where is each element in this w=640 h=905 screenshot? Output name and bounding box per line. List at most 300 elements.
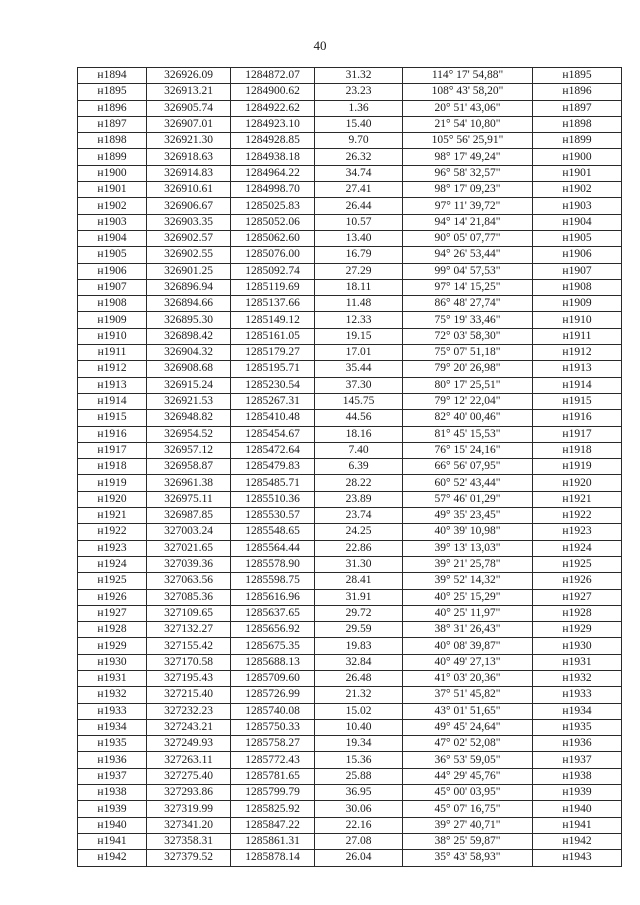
x-coordinate-cell: 326921.30 <box>147 133 231 149</box>
point-to-cell: н1895 <box>533 68 622 84</box>
distance-cell: 44.56 <box>315 410 403 426</box>
x-coordinate-cell: 326907.01 <box>147 116 231 132</box>
x-coordinate-cell: 326902.57 <box>147 230 231 246</box>
y-coordinate-cell: 1285578.90 <box>231 556 315 572</box>
x-coordinate-cell: 327249.93 <box>147 736 231 752</box>
distance-cell: 10.40 <box>315 719 403 735</box>
y-coordinate-cell: 1284900.62 <box>231 84 315 100</box>
distance-cell: 29.72 <box>315 605 403 621</box>
y-coordinate-cell: 1285758.27 <box>231 736 315 752</box>
distance-cell: 26.44 <box>315 198 403 214</box>
table-row <box>78 116 622 132</box>
point-to-cell: н1918 <box>533 442 622 458</box>
point-to-cell: н1928 <box>533 605 622 621</box>
y-coordinate-cell: 1285472.64 <box>231 442 315 458</box>
bearing-angle-cell: 45° 00' 03,95" <box>403 785 533 801</box>
table-row <box>78 768 622 784</box>
point-from-cell: н1894 <box>78 68 147 84</box>
x-coordinate-cell: 327132.27 <box>147 622 231 638</box>
point-to-cell: н1922 <box>533 508 622 524</box>
point-to-cell: н1903 <box>533 198 622 214</box>
bearing-angle-cell: 35° 43' 58,93" <box>403 850 533 866</box>
x-coordinate-cell: 327003.24 <box>147 524 231 540</box>
y-coordinate-cell: 1285675.35 <box>231 638 315 654</box>
distance-cell: 31.30 <box>315 556 403 572</box>
bearing-angle-cell: 47° 02' 52,08" <box>403 736 533 752</box>
bearing-angle-cell: 81° 45' 15,53" <box>403 426 533 442</box>
y-coordinate-cell: 1285410.48 <box>231 410 315 426</box>
table-row <box>78 573 622 589</box>
bearing-angle-cell: 38° 25' 59,87" <box>403 833 533 849</box>
table-row <box>78 328 622 344</box>
point-to-cell: н1906 <box>533 247 622 263</box>
point-to-cell: н1927 <box>533 589 622 605</box>
point-to-cell: н1897 <box>533 100 622 116</box>
y-coordinate-cell: 1285454.67 <box>231 426 315 442</box>
distance-cell: 28.22 <box>315 475 403 491</box>
point-to-cell: н1938 <box>533 768 622 784</box>
bearing-angle-cell: 76° 15' 24,16" <box>403 442 533 458</box>
bearing-angle-cell: 79° 20' 26,98" <box>403 361 533 377</box>
x-coordinate-cell: 327243.21 <box>147 719 231 735</box>
y-coordinate-cell: 1285479.83 <box>231 459 315 475</box>
y-coordinate-cell: 1285092.74 <box>231 263 315 279</box>
point-from-cell: н1918 <box>78 459 147 475</box>
y-coordinate-cell: 1285847.22 <box>231 817 315 833</box>
distance-cell: 10.57 <box>315 214 403 230</box>
table-row <box>78 100 622 116</box>
point-from-cell: н1904 <box>78 230 147 246</box>
point-from-cell: н1901 <box>78 182 147 198</box>
table-row <box>78 752 622 768</box>
bearing-angle-cell: 86° 48' 27,74" <box>403 296 533 312</box>
distance-cell: 27.41 <box>315 182 403 198</box>
distance-cell: 16.79 <box>315 247 403 263</box>
table-row <box>78 84 622 100</box>
table-row <box>78 524 622 540</box>
x-coordinate-cell: 326908.68 <box>147 361 231 377</box>
x-coordinate-cell: 327039.36 <box>147 556 231 572</box>
y-coordinate-cell: 1284964.22 <box>231 165 315 181</box>
x-coordinate-cell: 327379.52 <box>147 850 231 866</box>
distance-cell: 145.75 <box>315 393 403 409</box>
distance-cell: 24.25 <box>315 524 403 540</box>
point-to-cell: н1909 <box>533 296 622 312</box>
x-coordinate-cell: 327155.42 <box>147 638 231 654</box>
point-to-cell: н1926 <box>533 573 622 589</box>
x-coordinate-cell: 326906.67 <box>147 198 231 214</box>
point-from-cell: н1942 <box>78 850 147 866</box>
point-to-cell: н1940 <box>533 801 622 817</box>
x-coordinate-cell: 326954.52 <box>147 426 231 442</box>
table-row <box>78 654 622 670</box>
table-row <box>78 508 622 524</box>
point-from-cell: н1920 <box>78 491 147 507</box>
x-coordinate-cell: 327293.86 <box>147 785 231 801</box>
point-from-cell: н1902 <box>78 198 147 214</box>
distance-cell: 27.08 <box>315 833 403 849</box>
table-row <box>78 817 622 833</box>
table-row <box>78 165 622 181</box>
table-row <box>78 833 622 849</box>
y-coordinate-cell: 1284938.18 <box>231 149 315 165</box>
distance-cell: 22.16 <box>315 817 403 833</box>
distance-cell: 6.39 <box>315 459 403 475</box>
bearing-angle-cell: 43° 01' 51,65" <box>403 703 533 719</box>
point-from-cell: н1929 <box>78 638 147 654</box>
bearing-angle-cell: 40° 25' 11,97" <box>403 605 533 621</box>
y-coordinate-cell: 1285548.65 <box>231 524 315 540</box>
distance-cell: 30.06 <box>315 801 403 817</box>
point-from-cell: н1917 <box>78 442 147 458</box>
y-coordinate-cell: 1284922.62 <box>231 100 315 116</box>
x-coordinate-cell: 327063.56 <box>147 573 231 589</box>
point-to-cell: н1920 <box>533 475 622 491</box>
bearing-angle-cell: 49° 45' 24,64" <box>403 719 533 735</box>
x-coordinate-cell: 327109.65 <box>147 605 231 621</box>
distance-cell: 11.48 <box>315 296 403 312</box>
point-to-cell: н1919 <box>533 459 622 475</box>
point-from-cell: н1916 <box>78 426 147 442</box>
x-coordinate-cell: 326910.61 <box>147 182 231 198</box>
y-coordinate-cell: 1284928.85 <box>231 133 315 149</box>
table-row <box>78 377 622 393</box>
distance-cell: 31.32 <box>315 68 403 84</box>
bearing-angle-cell: 57° 46' 01,29" <box>403 491 533 507</box>
y-coordinate-cell: 1285149.12 <box>231 312 315 328</box>
x-coordinate-cell: 326913.21 <box>147 84 231 100</box>
y-coordinate-cell: 1285485.71 <box>231 475 315 491</box>
y-coordinate-cell: 1285740.08 <box>231 703 315 719</box>
x-coordinate-cell: 326958.87 <box>147 459 231 475</box>
table-row <box>78 850 622 866</box>
distance-cell: 1.36 <box>315 100 403 116</box>
distance-cell: 9.70 <box>315 133 403 149</box>
table-row <box>78 491 622 507</box>
point-from-cell: н1903 <box>78 214 147 230</box>
distance-cell: 23.74 <box>315 508 403 524</box>
point-to-cell: н1912 <box>533 345 622 361</box>
y-coordinate-cell: 1285799.79 <box>231 785 315 801</box>
table-row <box>78 703 622 719</box>
bearing-angle-cell: 40° 08' 39,87" <box>403 638 533 654</box>
y-coordinate-cell: 1285861.31 <box>231 833 315 849</box>
y-coordinate-cell: 1285750.33 <box>231 719 315 735</box>
table-row <box>78 638 622 654</box>
point-from-cell: н1932 <box>78 687 147 703</box>
point-from-cell: н1896 <box>78 100 147 116</box>
point-from-cell: н1897 <box>78 116 147 132</box>
point-to-cell: н1929 <box>533 622 622 638</box>
point-to-cell: н1925 <box>533 556 622 572</box>
x-coordinate-cell: 326915.24 <box>147 377 231 393</box>
bearing-angle-cell: 75° 19' 33,46" <box>403 312 533 328</box>
x-coordinate-cell: 326905.74 <box>147 100 231 116</box>
point-to-cell: н1930 <box>533 638 622 654</box>
bearing-angle-cell: 108° 43' 58,20" <box>403 84 533 100</box>
y-coordinate-cell: 1284923.10 <box>231 116 315 132</box>
point-from-cell: н1919 <box>78 475 147 491</box>
table-row <box>78 263 622 279</box>
point-to-cell: н1896 <box>533 84 622 100</box>
distance-cell: 15.02 <box>315 703 403 719</box>
x-coordinate-cell: 327275.40 <box>147 768 231 784</box>
table-row <box>78 442 622 458</box>
table-row <box>78 345 622 361</box>
x-coordinate-cell: 326896.94 <box>147 279 231 295</box>
bearing-angle-cell: 39° 52' 14,32" <box>403 573 533 589</box>
y-coordinate-cell: 1285076.00 <box>231 247 315 263</box>
point-from-cell: н1914 <box>78 393 147 409</box>
distance-cell: 35.44 <box>315 361 403 377</box>
point-to-cell: н1901 <box>533 165 622 181</box>
point-from-cell: н1899 <box>78 149 147 165</box>
y-coordinate-cell: 1285530.57 <box>231 508 315 524</box>
table-row <box>78 279 622 295</box>
bearing-angle-cell: 94° 14' 21,84" <box>403 214 533 230</box>
point-from-cell: н1927 <box>78 605 147 621</box>
point-to-cell: н1921 <box>533 491 622 507</box>
x-coordinate-cell: 326926.09 <box>147 68 231 84</box>
bearing-angle-cell: 66° 56' 07,95" <box>403 459 533 475</box>
point-from-cell: н1928 <box>78 622 147 638</box>
point-to-cell: н1907 <box>533 263 622 279</box>
point-to-cell: н1902 <box>533 182 622 198</box>
y-coordinate-cell: 1285637.65 <box>231 605 315 621</box>
point-to-cell: н1931 <box>533 654 622 670</box>
y-coordinate-cell: 1285772.43 <box>231 752 315 768</box>
point-from-cell: н1923 <box>78 540 147 556</box>
distance-cell: 19.83 <box>315 638 403 654</box>
x-coordinate-cell: 326903.35 <box>147 214 231 230</box>
point-from-cell: н1907 <box>78 279 147 295</box>
table-row <box>78 801 622 817</box>
y-coordinate-cell: 1285726.99 <box>231 687 315 703</box>
point-from-cell: н1900 <box>78 165 147 181</box>
table-row <box>78 198 622 214</box>
point-to-cell: н1910 <box>533 312 622 328</box>
y-coordinate-cell: 1285510.36 <box>231 491 315 507</box>
point-from-cell: н1922 <box>78 524 147 540</box>
point-from-cell: н1937 <box>78 768 147 784</box>
point-from-cell: н1911 <box>78 345 147 361</box>
y-coordinate-cell: 1285825.92 <box>231 801 315 817</box>
x-coordinate-cell: 326898.42 <box>147 328 231 344</box>
bearing-angle-cell: 114° 17' 54,88" <box>403 68 533 84</box>
distance-cell: 26.48 <box>315 670 403 686</box>
y-coordinate-cell: 1285161.05 <box>231 328 315 344</box>
table-row <box>78 68 622 84</box>
distance-cell: 22.86 <box>315 540 403 556</box>
point-to-cell: н1911 <box>533 328 622 344</box>
bearing-angle-cell: 39° 21' 25,78" <box>403 556 533 572</box>
bearing-angle-cell: 97° 11' 39,72" <box>403 198 533 214</box>
y-coordinate-cell: 1285119.69 <box>231 279 315 295</box>
bearing-angle-cell: 105° 56' 25,91" <box>403 133 533 149</box>
bearing-angle-cell: 94° 26' 53,44" <box>403 247 533 263</box>
point-to-cell: н1932 <box>533 670 622 686</box>
table-row <box>78 475 622 491</box>
point-from-cell: н1895 <box>78 84 147 100</box>
bearing-angle-cell: 38° 31' 26,43" <box>403 622 533 638</box>
coordinates-table <box>77 67 622 867</box>
table-row <box>78 459 622 475</box>
distance-cell: 32.84 <box>315 654 403 670</box>
table-row <box>78 133 622 149</box>
point-from-cell: н1915 <box>78 410 147 426</box>
table-row <box>78 540 622 556</box>
point-to-cell: н1900 <box>533 149 622 165</box>
y-coordinate-cell: 1285195.71 <box>231 361 315 377</box>
x-coordinate-cell: 326948.82 <box>147 410 231 426</box>
distance-cell: 15.40 <box>315 116 403 132</box>
point-to-cell: н1904 <box>533 214 622 230</box>
y-coordinate-cell: 1284998.70 <box>231 182 315 198</box>
bearing-angle-cell: 90° 05' 07,77" <box>403 230 533 246</box>
table-row <box>78 410 622 426</box>
x-coordinate-cell: 327195.43 <box>147 670 231 686</box>
point-to-cell: н1898 <box>533 116 622 132</box>
bearing-angle-cell: 98° 17' 49,24" <box>403 149 533 165</box>
point-from-cell: н1941 <box>78 833 147 849</box>
point-from-cell: н1925 <box>78 573 147 589</box>
table-row <box>78 214 622 230</box>
distance-cell: 7.40 <box>315 442 403 458</box>
distance-cell: 12.33 <box>315 312 403 328</box>
table-row <box>78 426 622 442</box>
point-from-cell: н1910 <box>78 328 147 344</box>
bearing-angle-cell: 40° 49' 27,13" <box>403 654 533 670</box>
distance-cell: 34.74 <box>315 165 403 181</box>
point-from-cell: н1940 <box>78 817 147 833</box>
point-from-cell: н1931 <box>78 670 147 686</box>
distance-cell: 29.59 <box>315 622 403 638</box>
point-from-cell: н1934 <box>78 719 147 735</box>
table-row <box>78 149 622 165</box>
x-coordinate-cell: 327358.31 <box>147 833 231 849</box>
point-from-cell: н1926 <box>78 589 147 605</box>
bearing-angle-cell: 39° 27' 40,71" <box>403 817 533 833</box>
distance-cell: 19.15 <box>315 328 403 344</box>
bearing-angle-cell: 20° 51' 43,06" <box>403 100 533 116</box>
point-to-cell: н1942 <box>533 833 622 849</box>
point-to-cell: н1923 <box>533 524 622 540</box>
point-to-cell: н1917 <box>533 426 622 442</box>
distance-cell: 15.36 <box>315 752 403 768</box>
point-from-cell: н1938 <box>78 785 147 801</box>
point-from-cell: н1936 <box>78 752 147 768</box>
point-to-cell: н1915 <box>533 393 622 409</box>
bearing-angle-cell: 41° 03' 20,36" <box>403 670 533 686</box>
point-from-cell: н1939 <box>78 801 147 817</box>
point-to-cell: н1936 <box>533 736 622 752</box>
table-row <box>78 296 622 312</box>
table-row <box>78 393 622 409</box>
distance-cell: 23.23 <box>315 84 403 100</box>
y-coordinate-cell: 1285878.14 <box>231 850 315 866</box>
bearing-angle-cell: 60° 52' 43,44" <box>403 475 533 491</box>
distance-cell: 19.34 <box>315 736 403 752</box>
bearing-angle-cell: 98° 17' 09,23" <box>403 182 533 198</box>
point-to-cell: н1908 <box>533 279 622 295</box>
point-to-cell: н1913 <box>533 361 622 377</box>
table-row <box>78 605 622 621</box>
y-coordinate-cell: 1285025.83 <box>231 198 315 214</box>
x-coordinate-cell: 326902.55 <box>147 247 231 263</box>
table-row <box>78 312 622 328</box>
bearing-angle-cell: 44° 29' 45,76" <box>403 768 533 784</box>
point-from-cell: н1906 <box>78 263 147 279</box>
y-coordinate-cell: 1285179.27 <box>231 345 315 361</box>
y-coordinate-cell: 1285656.92 <box>231 622 315 638</box>
point-to-cell: н1941 <box>533 817 622 833</box>
table-row <box>78 589 622 605</box>
x-coordinate-cell: 327263.11 <box>147 752 231 768</box>
point-to-cell: н1934 <box>533 703 622 719</box>
x-coordinate-cell: 327021.65 <box>147 540 231 556</box>
distance-cell: 18.16 <box>315 426 403 442</box>
x-coordinate-cell: 326961.38 <box>147 475 231 491</box>
distance-cell: 31.91 <box>315 589 403 605</box>
distance-cell: 26.32 <box>315 149 403 165</box>
bearing-angle-cell: 40° 39' 10,98" <box>403 524 533 540</box>
table-row <box>78 622 622 638</box>
y-coordinate-cell: 1285709.60 <box>231 670 315 686</box>
bearing-angle-cell: 49° 35' 23,45" <box>403 508 533 524</box>
bearing-angle-cell: 99° 04' 57,53" <box>403 263 533 279</box>
distance-cell: 17.01 <box>315 345 403 361</box>
point-from-cell: н1924 <box>78 556 147 572</box>
table-row <box>78 670 622 686</box>
point-from-cell: н1912 <box>78 361 147 377</box>
bearing-angle-cell: 79° 12' 22,04" <box>403 393 533 409</box>
distance-cell: 13.40 <box>315 230 403 246</box>
distance-cell: 37.30 <box>315 377 403 393</box>
distance-cell: 23.89 <box>315 491 403 507</box>
point-to-cell: н1916 <box>533 410 622 426</box>
y-coordinate-cell: 1285137.66 <box>231 296 315 312</box>
bearing-angle-cell: 75° 07' 51,18" <box>403 345 533 361</box>
point-to-cell: н1905 <box>533 230 622 246</box>
point-from-cell: н1921 <box>78 508 147 524</box>
table-row <box>78 230 622 246</box>
point-from-cell: н1905 <box>78 247 147 263</box>
y-coordinate-cell: 1285062.60 <box>231 230 315 246</box>
table-row <box>78 556 622 572</box>
bearing-angle-cell: 40° 25' 15,29" <box>403 589 533 605</box>
distance-cell: 28.41 <box>315 573 403 589</box>
x-coordinate-cell: 326918.63 <box>147 149 231 165</box>
x-coordinate-cell: 327085.36 <box>147 589 231 605</box>
distance-cell: 25.88 <box>315 768 403 784</box>
point-to-cell: н1935 <box>533 719 622 735</box>
table-row <box>78 247 622 263</box>
point-to-cell: н1933 <box>533 687 622 703</box>
point-from-cell: н1935 <box>78 736 147 752</box>
bearing-angle-cell: 36° 53' 59,05" <box>403 752 533 768</box>
x-coordinate-cell: 326921.53 <box>147 393 231 409</box>
point-from-cell: н1909 <box>78 312 147 328</box>
x-coordinate-cell: 326894.66 <box>147 296 231 312</box>
x-coordinate-cell: 327232.23 <box>147 703 231 719</box>
x-coordinate-cell: 327170.58 <box>147 654 231 670</box>
y-coordinate-cell: 1285564.44 <box>231 540 315 556</box>
x-coordinate-cell: 326901.25 <box>147 263 231 279</box>
y-coordinate-cell: 1285616.96 <box>231 589 315 605</box>
point-to-cell: н1899 <box>533 133 622 149</box>
table-row <box>78 182 622 198</box>
x-coordinate-cell: 326987.85 <box>147 508 231 524</box>
